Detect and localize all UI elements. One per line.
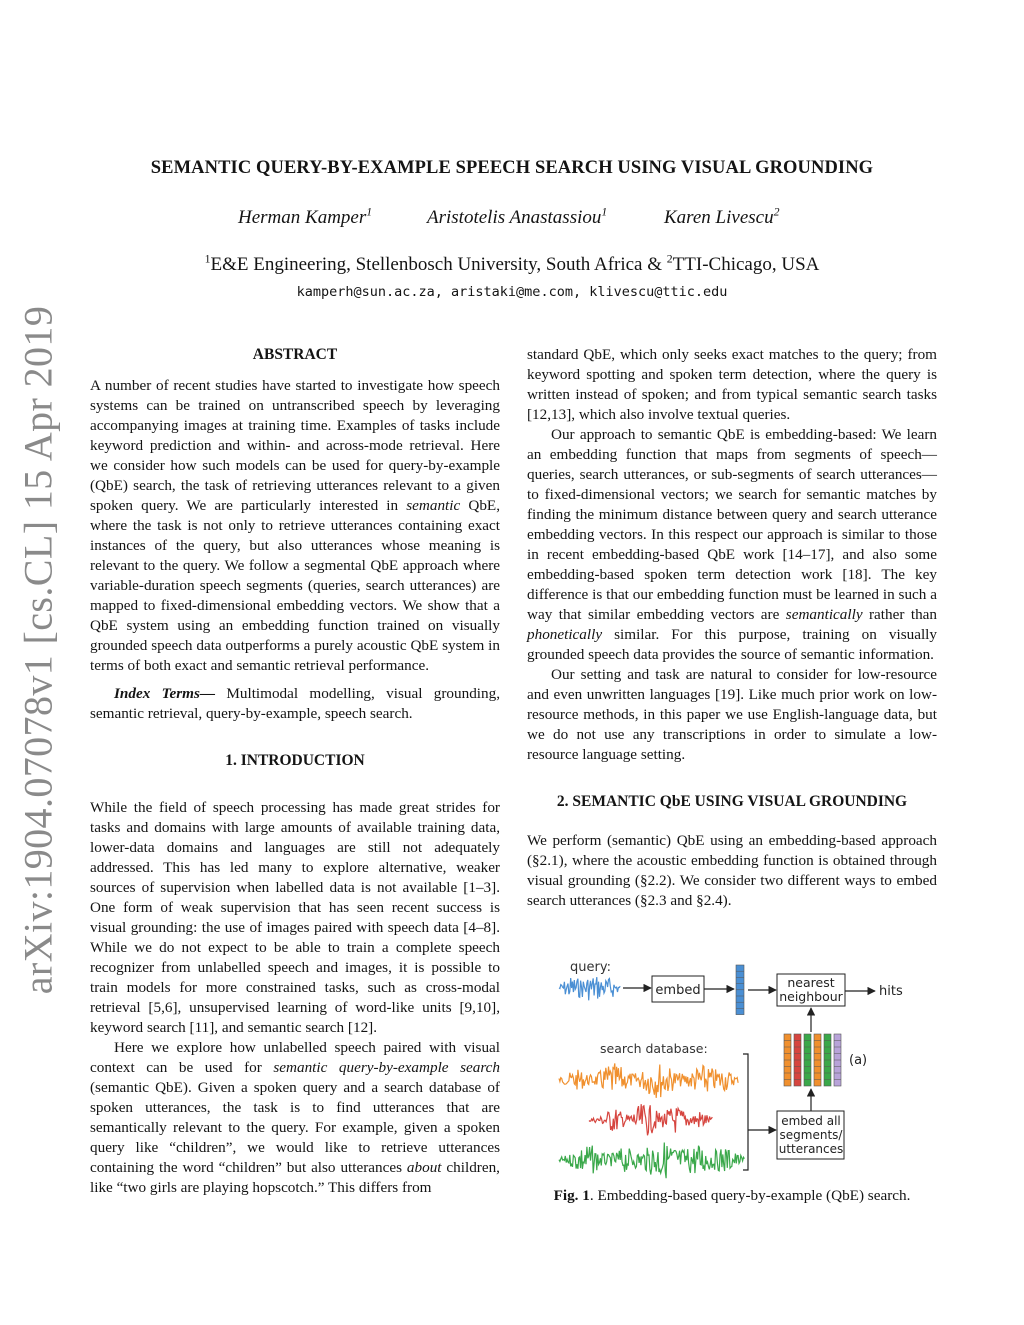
author: Aristotelis Anastassiou$^1$ (427, 205, 608, 228)
intro-paragraph-2: Here we explore how unlabelled speech paired with visual context can be used for semantic query-by-example search (semantic QbE). Given a spoken query and a search database of spoken utterances, the task is to find utterances that are semantically relevant to the query. For example, given a spoken query like “children”, we would like to retrieve utterances containing the word “children” but also utterances about children, like “two girls are playing hopscotch.” This differs from (90, 1039, 500, 1196)
arxiv-stamp: arXiv:1904.07078v1 [cs.CL] 15 Apr 2019 (15, 305, 61, 995)
figure-diagram (527, 950, 937, 1180)
intro-paragraph-1: While the field of speech processing has made great strides for tasks and domains with large amounts of available training data, lower-data domains and languages are still not adequately addressed. This has led many to explore alternative, weaker sources of supervision when labelled data is not available [1–3]. One form of weak supervision that has seen recent success is visual grounding: the use of images paired with speech data [4–8]. While we do not expect to be able to train a complete speech recognizer from unlabelled speech and images, it is possible to train models for more constrained tasks, such as cross-modal retrieval [5,6], unsupervised learning of word-like units [9,10], keyword search [11], and semantic search [12]. (90, 799, 500, 1036)
index-terms: Index Terms— Multimodal modelling, visual grounding, semantic retrieval, query-by-example, speech search. (90, 685, 500, 722)
query-label: query: (570, 960, 611, 975)
author-list (0, 207, 1024, 237)
query-embedding-vector (736, 965, 744, 1015)
right-column (527, 345, 937, 911)
nearest-neighbour-label-1: nearest (787, 975, 835, 990)
section-heading-introduction: 1. INTRODUCTION (225, 752, 365, 769)
left-column (90, 345, 500, 1198)
database-waveform-3 (559, 1143, 744, 1179)
abstract-heading: ABSTRACT (252, 346, 338, 363)
section-2-paragraph: We perform (semantic) QbE using an embedding-based approach (§2.1), where the acoustic embedding function is obtained through visual grounding (§2.2). We consider two different ways to embed search utterances (§2.3 and §2.4). (527, 832, 937, 909)
search-database-label: search database: (600, 1041, 708, 1056)
abstract-text: A number of recent studies have started to investigate how speech systems can be trained on untranscribed speech by leveraging accompanying images at training time. Examples of tasks include keyword prediction and within- and across-mode retrieval. Here we consider how such models can be used for query-by-example (QbE) search, the task of retrieving utterances relevant to a given spoken query. We are particularly interested in semantic QbE, where the task is not only to retrieve utterances containing exact instances of the query, but also utterances whose meaning is relevant to the query. We follow a segmental QbE approach where variable-duration speech segments (queries, search utterances) are mapped to fixed-dimensional embedding vectors. We show that a QbE system using an embedding function trained on visually grounded speech data outperforms a purely acoustic QbE system in terms of both exact and semantic retrieval performance. (90, 377, 501, 674)
embed-all-label-1: embed all (781, 1114, 841, 1128)
database-embedding-vectors (784, 1034, 841, 1086)
author: Karen Livescu$^2$ (664, 205, 780, 228)
author-emails: kamperh@sun.ac.za, aristaki@me.com, klivescu@ttic.edu (296, 284, 728, 300)
intro-paragraph-5: Our setting and task are natural to consider for low-resource and even unwritten languages [19]. Like much prior work on low-resource methods, in this paper we use English-language data, but we do not use any transcriptions in order to simulate a low-resource language setting. (527, 666, 937, 763)
figure-1 (527, 950, 937, 1180)
embed-all-label-3: utterances (778, 1142, 844, 1156)
embed-label: embed (655, 983, 701, 998)
database-bracket (743, 1054, 748, 1170)
section-heading-2: 2. SEMANTIC QbE USING VISUAL GROUNDING (556, 793, 908, 810)
database-waveform-1 (559, 1063, 738, 1098)
intro-paragraph-3: standard QbE, which only seeks exact matches to the query; from keyword spotting and spoken term detection, where the query is written instead of spoken; and from typical semantic search tasks [12,13], which also involve textual queries. (527, 346, 937, 423)
embed-all-label-2: segments/ (779, 1128, 843, 1142)
author: Herman Kamper$^1$ (238, 205, 373, 228)
nearest-neighbour-label-2: neighbour (779, 989, 843, 1004)
panel-label-a: (a) (849, 1053, 868, 1068)
hits-label: hits (879, 984, 903, 999)
database-waveform-2 (589, 1104, 712, 1135)
intro-paragraph-4: Our approach to semantic QbE is embedding-based: We learn an embedding function that maps from segments of speech—queries, search utterances, or sub-segments of search utterances—to fixed-dimensional vectors; we search for semantic matches by finding the minimum distance between query and search utterance embedding vectors. In this respect our approach is similar to those in recent embedding-based QbE work [14–17], and also some embedding-based spoken term detection work [18]. The key difference is that our embedding function must be learned in such a way that similar embedding vectors are semantically rather than phonetically similar. For this purpose, training on visually grounded speech data provides the source of semantic information. (527, 426, 938, 663)
figure-caption: Fig. 1. Embedding-based query-by-example (QbE) search. (553, 1187, 911, 1204)
paper-title: SEMANTIC QUERY-BY-EXAMPLE SPEECH SEARCH USING VISUAL GROUNDING (150, 158, 874, 178)
affiliation: $^1$E&E Engineering, Stellenbosch University, South Africa & $^2$TTI-Chicago, USA (204, 252, 820, 275)
query-waveform (559, 977, 620, 1000)
